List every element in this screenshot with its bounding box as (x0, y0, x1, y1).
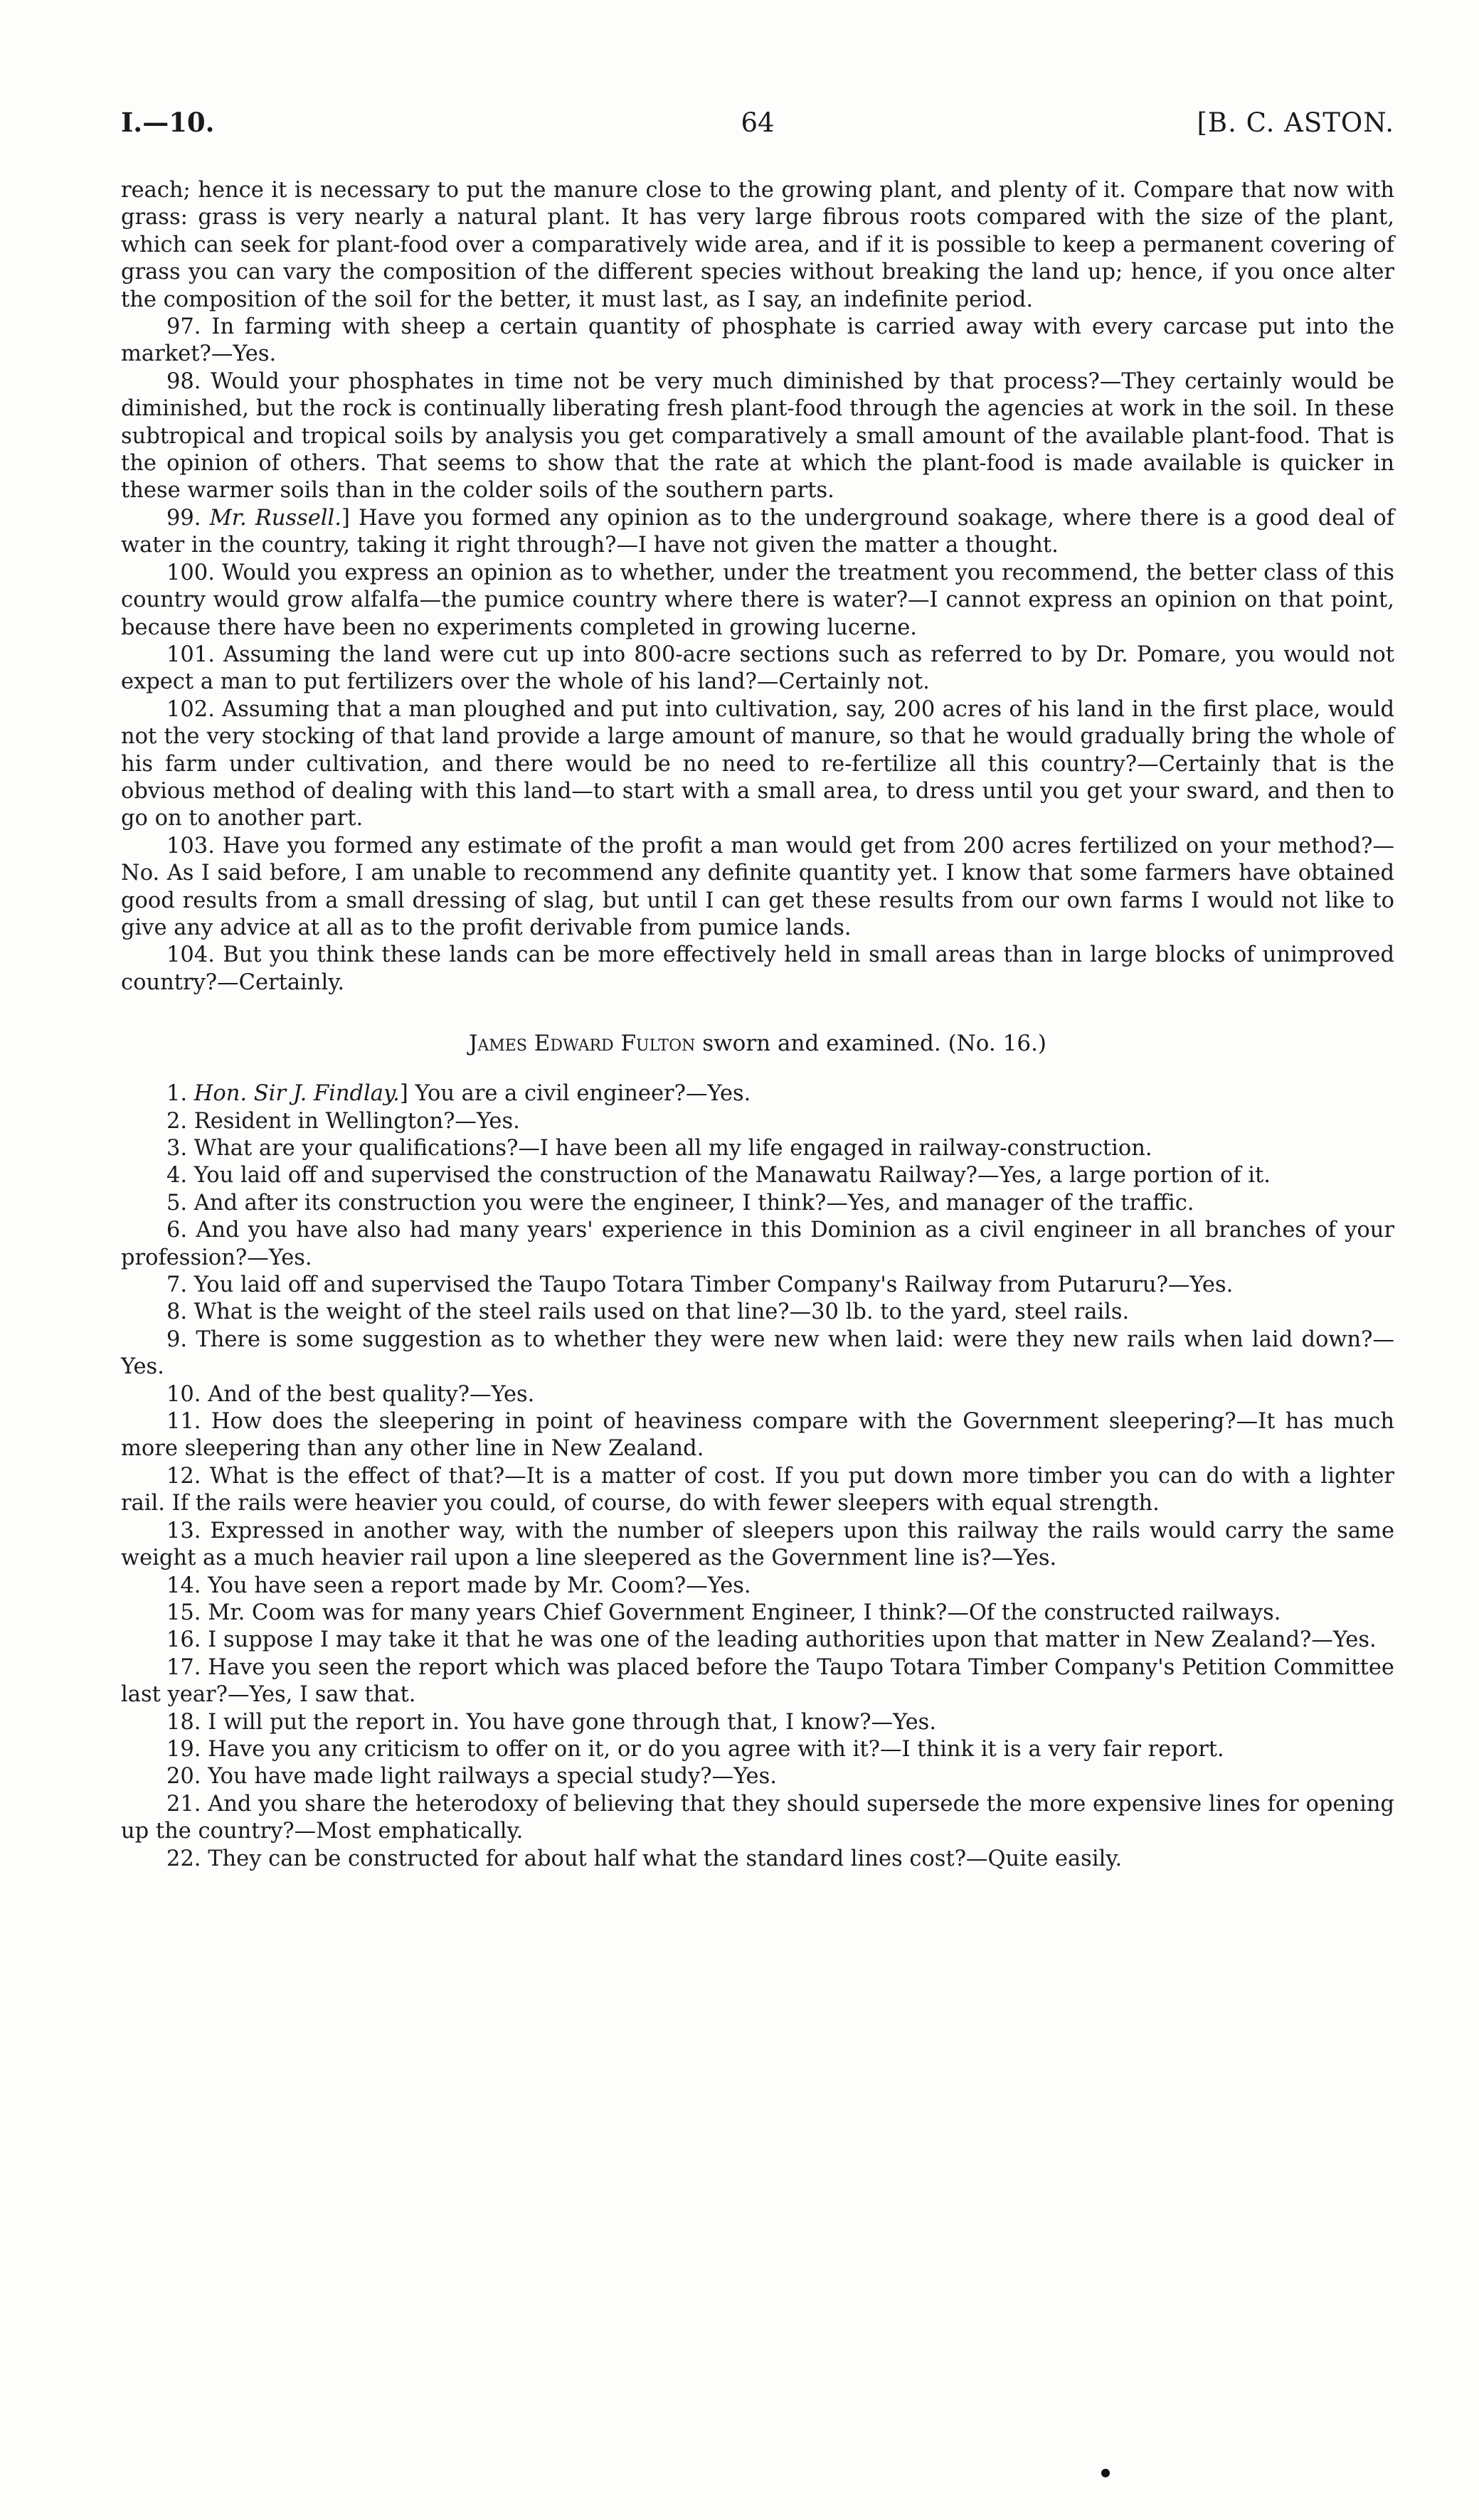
paragraph: 16. I suppose I may take it that he was one of the leading authorities upon that matter in New Zealand?—Yes. (166, 1627, 1377, 1653)
paragraph: 102. Assuming that a man ploughed and put into cultivation, say, 200 acres of his land in the first place, would not the very stocking of that land provide a large amount of manure, so that he would gradually bring the whole of his farm under cultivation, and there would be no need to re-fertilize all this country?—Certainly that is the obvious method of dealing with this land—to start with a small area, to dress until you get your sward, and then to go on to another part. (121, 696, 1394, 831)
paragraph: 12. What is the effect of that?—It is a matter of cost. If you put down more timber you can do with a lighter rail. If the rails were heavier you could, of course, do with fewer sleepers with equal strength. (121, 1463, 1394, 1516)
witness-heading-rest: sworn and examined. (No. 16.) (695, 1031, 1047, 1057)
paragraph: 19. Have you any criticism to offer on it, or do you agree with it?—I think it is a very fair report. (166, 1736, 1224, 1762)
questioner-name: Mr. Russell. (209, 505, 341, 531)
paragraph: 17. Have you seen the report which was placed before the Taupo Totara Timber Company's Petition Committee last year?—Yes, I saw that. (121, 1654, 1394, 1708)
page-number: 64 (741, 107, 775, 138)
ink-spot (1101, 2469, 1110, 2477)
paragraph: 10. And of the best quality?—Yes. (166, 1381, 535, 1407)
paragraph: 5. And after its construction you were the engineer, I think?—Yes, and manager of the traffic. (166, 1190, 1194, 1216)
fulton-evidence (121, 1080, 1394, 1873)
paragraph: 7. You laid off and supervised the Taupo Totara Timber Company's Railway from Putaruru?—Yes. (166, 1272, 1234, 1298)
paragraph: 2. Resident in Wellington?—Yes. (166, 1108, 520, 1134)
paragraph: 22. They can be constructed for about half what the standard lines cost?—Quite easily. (166, 1846, 1123, 1871)
paragraph: 104. But you think these lands can be more effectively held in small areas than in large blocks of unimproved country?—Certainly. (121, 942, 1394, 995)
paragraph: 21. And you share the heterodoxy of believing that they should supersede the more expensive lines for opening up the country?—Most emphatically. (121, 1791, 1394, 1844)
aston-evidence (121, 177, 1394, 996)
question-number: 99. (166, 505, 210, 531)
paragraph: 18. I will put the report in. You have gone through that, I know?—Yes. (166, 1709, 937, 1735)
witness-heading (121, 1031, 1394, 1056)
paragraph: 98. Would your phosphates in time not be very much diminished by that process?—They certainly would be diminished, but the rock is continually liberating fresh plant-food through the agencies at work in the soil. In these subtropical and tropical soils by analysis you get comparatively a small amount of the available plant-food. That is the opinion of others. That seems to show that the rate at which the plant-food is made available is quicker in these warmer soils than in the colder soils of the southern parts. (121, 368, 1394, 504)
paragraph: 9. There is some suggestion as to whether they were new when laid: were they new rails when laid down?—Yes. (121, 1327, 1394, 1380)
paragraph: 4. You laid off and supervised the construction of the Manawatu Railway?—Yes, a large portion of it. (166, 1163, 1271, 1189)
paragraph: 97. In farming with sheep a certain quantity of phosphate is carried away with every carcase put into the market?—Yes. (121, 314, 1394, 367)
paragraph: 8. What is the weight of the steel rails used on that line?—30 lb. to the yard, steel rails. (166, 1299, 1130, 1325)
witness-running-head: [B. C. ASTON. (1197, 107, 1394, 138)
page (121, 107, 1394, 1873)
paragraph: 3. What are your qualifications?—I have been all my life engaged in railway-construction. (166, 1136, 1152, 1161)
paragraph: 6. And you have also had many years' experience in this Dominion as a civil engineer in all branches of your profession?—Yes. (121, 1218, 1394, 1270)
paragraph: 20. You have made light railways a special study?—Yes. (166, 1764, 777, 1790)
paragraph: reach; hence it is necessary to put the manure close to the growing plant, and plenty of it. Compare that now with grass: grass is very nearly a natural plant. It has very large fibrous roots compared with the size of the plant, which can seek for plant-food over a comparatively wide area, and if it is possible to keep a permanent covering of grass you can vary the composition of the different species without breaking the land up; hence, if you once alter the composition of the soil for the better, it must last, as I say, an indefinite period. (121, 178, 1394, 312)
paragraph: 14. You have seen a report made by Mr. Coom?—Yes. (166, 1573, 751, 1598)
paragraph-text: ] Have you formed any opinion as to the underground soakage, where there is a good deal of water in the country, taking it right through?—I have not given the matter a thought. (121, 505, 1395, 558)
questioner-name: Hon. Sir J. Findlay. (194, 1081, 400, 1107)
question-number: 1. (166, 1081, 194, 1107)
paragraph: 101. Assuming the land were cut up into 800-acre sections such as referred to by Dr. Pomare, you would not expect a man to put fertilizers over the whole of his land?—Certainly not. (121, 642, 1394, 695)
paragraph-text: ] You are a civil engineer?—Yes. (399, 1081, 751, 1107)
paragraph: 100. Would you express an opinion as to whether, under the treatment you recommend, the better class of this country would grow alfalfa—the pumice country where there is water?—I cannot express an opinion on that point, because there have been no experiments completed in growing lucerne. (121, 560, 1394, 640)
witness-name: James Edward Fulton (468, 1031, 696, 1057)
paper-number: I.—10. (121, 107, 215, 138)
paragraph (121, 1080, 1394, 1107)
paragraph: 13. Expressed in another way, with the number of sleepers upon this railway the rails would carry the same weight as a much heavier rail upon a line sleepered as the Government line is?—Yes. (121, 1518, 1394, 1571)
page-header (121, 107, 1394, 138)
paragraph (121, 505, 1394, 560)
paragraph: 11. How does the sleepering in point of heaviness compare with the Government sleepering?—It has much more sleepering than any other line in New Zealand. (121, 1409, 1394, 1462)
paragraph: 15. Mr. Coom was for many years Chief Government Engineer, I think?—Of the constructed railways. (166, 1600, 1281, 1625)
paragraph: 103. Have you formed any estimate of the profit a man would get from 200 acres fertilized on your method?—No. As I said before, I am unable to recommend any definite quantity yet. I know that some farmers have obtained good results from a small dressing of slag, but until I can get these results from our own farms I would not like to give any advice at all as to the profit derivable from pumice lands. (121, 833, 1394, 940)
